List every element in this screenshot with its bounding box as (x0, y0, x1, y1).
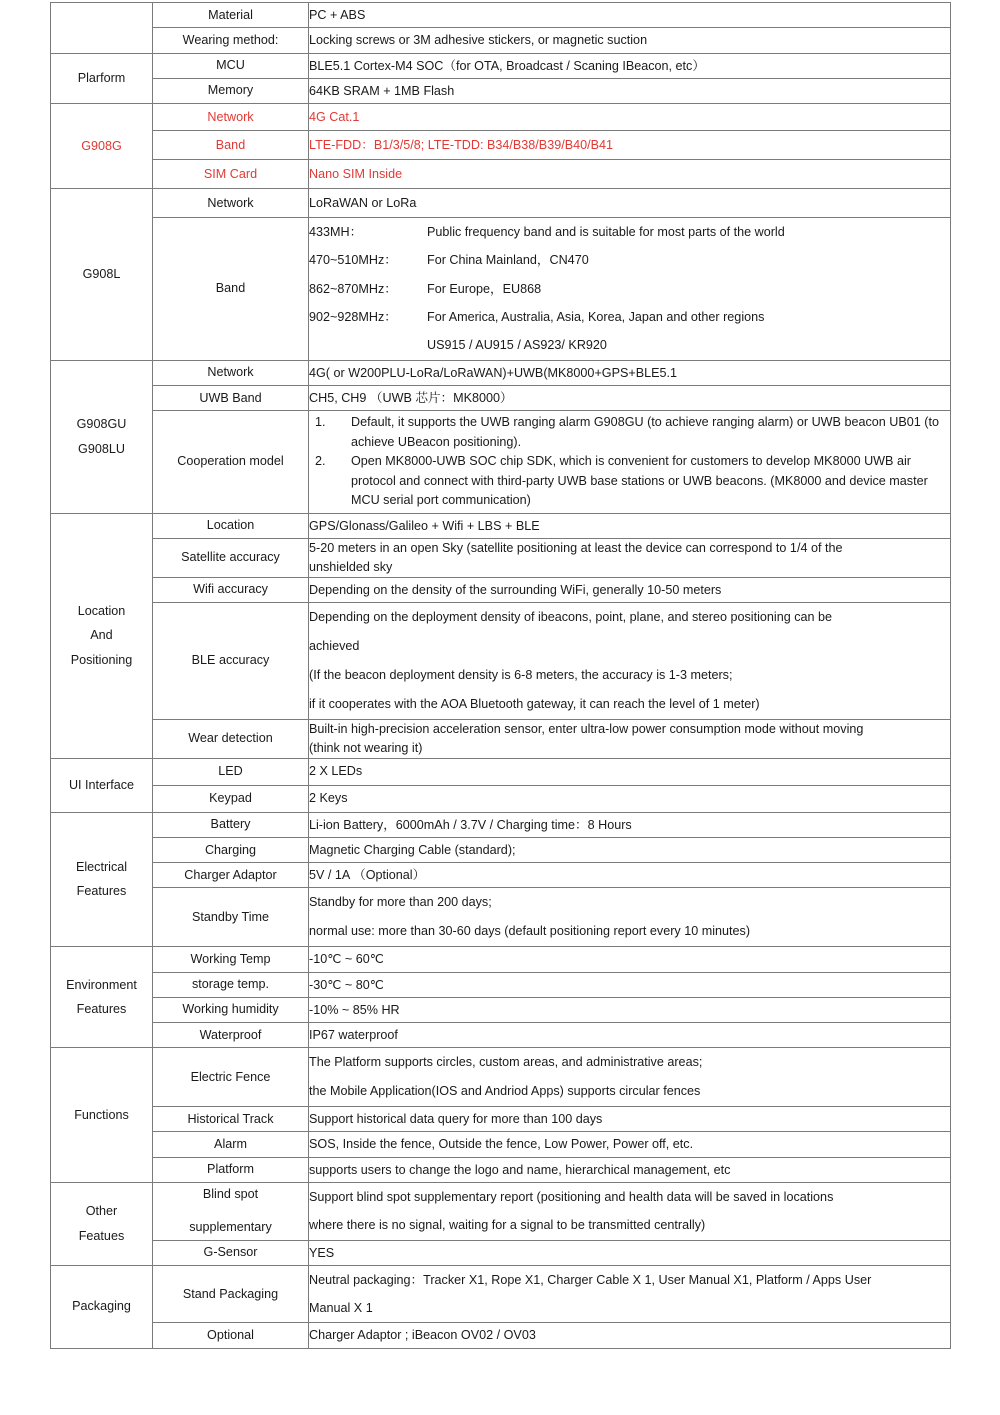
item-label: Wifi accuracy (153, 577, 309, 602)
item-label: Network (153, 360, 309, 385)
group-label-line: Features (76, 884, 127, 899)
group-label-line: Featues (78, 1228, 125, 1243)
table-row (51, 513, 951, 538)
group-label-g908g: G908G (51, 104, 153, 189)
value-cell (309, 1048, 951, 1107)
value-line: achieved (309, 638, 360, 653)
group-label-line: Location (77, 603, 126, 618)
value-cell: 2 Keys (309, 785, 951, 812)
item-label-line: supplementary (189, 1220, 272, 1235)
value-line: where there is no signal, waiting for a signal to be transmitted centrally) (309, 1218, 706, 1233)
item-label: Wearing method: (153, 28, 309, 53)
item-label: Charger Adaptor (153, 863, 309, 888)
table-row (51, 719, 951, 758)
value-cell: 5V / 1A （Optional） (309, 863, 951, 888)
group-label-functions: Functions (51, 1048, 153, 1183)
value-line: Neutral packaging：Tracker X1, Rope X1, Charger Cable X 1, User Manual X1, Platform / Apps User (309, 1272, 872, 1287)
band-line (309, 303, 950, 331)
group-label-ui-interface: UI Interface (51, 758, 153, 812)
group-label-other-featues (51, 1182, 153, 1265)
table-row (51, 863, 951, 888)
cooperation-model-cell (309, 411, 951, 514)
table-row (51, 1107, 951, 1132)
item-label: Battery (153, 812, 309, 837)
value-cell: 4G( or W200PLU-LoRa/LoRaWAN)+UWB(MK8000+GPS+BLE5.1 (309, 360, 951, 385)
value-cell (309, 538, 951, 577)
group-label-electrical-features (51, 812, 153, 947)
value-cell: -10℃ ~ 60℃ (309, 947, 951, 972)
table-row (51, 785, 951, 812)
band-list-cell (309, 218, 951, 361)
table-row (51, 131, 951, 160)
group-label-location-positioning (51, 513, 153, 758)
value-line: 5-20 meters in an open Sky (satellite positioning at least the device can correspond to 1/4 of the (309, 540, 843, 555)
value-cell: LoRaWAN or LoRa (309, 189, 951, 218)
value-cell: -30℃ ~ 80℃ (309, 972, 951, 997)
value-cell: PC + ABS (309, 3, 951, 28)
value-cell: Charger Adaptor ; iBeacon OV02 / OV03 (309, 1323, 951, 1348)
value-cell: -10% ~ 85% HR (309, 997, 951, 1022)
item-label: Location (153, 513, 309, 538)
table-row (51, 218, 951, 361)
band-description: For America, Australia, Asia, Korea, Japan and other regions (427, 309, 765, 324)
item-label: Material (153, 3, 309, 28)
value-line: Built-in high-precision acceleration sensor, enter ultra-low power consumption mode without moving (309, 721, 864, 736)
group-label-g908gu-lu (51, 360, 153, 513)
table-row (51, 28, 951, 53)
band-description: Public frequency band and is suitable for most parts of the world (427, 225, 785, 239)
value-line: unshielded sky (309, 559, 393, 574)
table-row (51, 1265, 951, 1323)
item-label: Alarm (153, 1132, 309, 1157)
group-label-plarform: Plarform (51, 53, 153, 104)
table-row (51, 1182, 951, 1240)
group-label-environment-features (51, 947, 153, 1048)
band-line (309, 218, 950, 246)
list-item: Default, it supports the UWB ranging alarm G908GU (to achieve ranging alarm) or UWB beacon UB01 (to achieve UBeacon positioning). (351, 415, 939, 449)
value-cell (309, 719, 951, 758)
value-cell (309, 1182, 951, 1240)
specification-table (50, 2, 951, 1349)
value-line: Manual X 1 (309, 1301, 373, 1316)
value-line: Standby for more than 200 days; (309, 895, 492, 910)
value-cell: Li-ion Battery，6000mAh / 3.7V / Charging time：8 Hours (309, 812, 951, 837)
value-cell: Support historical data query for more than 100 days (309, 1107, 951, 1132)
value-cell: 2 X LEDs (309, 758, 951, 785)
table-row (51, 1157, 951, 1182)
value-cell: GPS/Glonass/Galileo + Wifi + LBS + BLE (309, 513, 951, 538)
band-frequency: 433MH： (309, 225, 363, 239)
item-label: Working Temp (153, 947, 309, 972)
table-row (51, 1023, 951, 1048)
band-frequency: 902~928MHz： (309, 309, 397, 324)
item-label: storage temp. (153, 972, 309, 997)
table-row (51, 1132, 951, 1157)
value-line: the Mobile Application(IOS and Andriod Apps) supports circular fences (309, 1084, 701, 1099)
band-line (309, 275, 950, 303)
value-cell: supports users to change the logo and name, hierarchical management, etc (309, 1157, 951, 1182)
spec-table-body (51, 3, 951, 1349)
item-label: Waterproof (153, 1023, 309, 1048)
value-cell: Nano SIM Inside (309, 160, 951, 189)
item-label: Historical Track (153, 1107, 309, 1132)
table-row (51, 104, 951, 131)
value-cell (309, 1265, 951, 1323)
group-label-line: Features (76, 1002, 127, 1017)
item-label: Standby Time (153, 888, 309, 947)
group-label-line: And (90, 628, 113, 643)
group-label-packaging: Packaging (51, 1265, 153, 1348)
item-label: Band (153, 131, 309, 160)
group-label-line: G908GU (76, 417, 127, 432)
group-cell-blank (51, 3, 153, 54)
table-row (51, 603, 951, 720)
value-line: Support blind spot supplementary report (positioning and health data will be saved in locations (309, 1189, 834, 1204)
item-label: Band (153, 218, 309, 361)
table-row (51, 758, 951, 785)
value-cell: Locking screws or 3M adhesive stickers, or magnetic suction (309, 28, 951, 53)
band-list (309, 218, 950, 360)
value-cell: BLE5.1 Cortex-M4 SOC（for OTA, Broadcast / Scaning IBeacon, etc） (309, 53, 951, 78)
table-row (51, 538, 951, 577)
table-row (51, 997, 951, 1022)
cooperation-list (309, 413, 950, 511)
table-row (51, 3, 951, 28)
value-line: (If the beacon deployment density is 6-8 meters, the accuracy is 1-3 meters; (309, 667, 733, 682)
table-row (51, 411, 951, 514)
group-label-g908l: G908L (51, 189, 153, 361)
table-row (51, 1323, 951, 1348)
value-line: (think not wearing it) (309, 740, 423, 755)
value-line: normal use: more than 30-60 days (default positioning report every 10 minutes) (309, 924, 751, 939)
band-frequency: 470~510MHz： (309, 253, 397, 268)
item-label: BLE accuracy (153, 603, 309, 720)
table-row (51, 972, 951, 997)
item-label: Working humidity (153, 997, 309, 1022)
table-row (51, 947, 951, 972)
value-line: Depending on the deployment density of ibeacons, point, plane, and stereo positioning can be (309, 610, 833, 624)
item-label: Charging (153, 837, 309, 862)
value-cell: Depending on the density of the surrounding WiFi, generally 10-50 meters (309, 577, 951, 602)
table-row (51, 385, 951, 410)
table-row (51, 53, 951, 78)
item-label: Stand Packaging (153, 1265, 309, 1323)
value-cell (309, 603, 951, 720)
table-row (51, 888, 951, 947)
item-label-line: Blind spot (202, 1187, 259, 1202)
table-row (51, 360, 951, 385)
value-cell: Magnetic Charging Cable (standard); (309, 837, 951, 862)
value-cell: 64KB SRAM + 1MB Flash (309, 78, 951, 103)
item-label: SIM Card (153, 160, 309, 189)
group-label-line: G908LU (78, 441, 125, 456)
table-row (51, 78, 951, 103)
value-cell: 4G Cat.1 (309, 104, 951, 131)
item-label: LED (153, 758, 309, 785)
table-row (51, 812, 951, 837)
value-cell: YES (309, 1240, 951, 1265)
value-line: if it cooperates with the AOA Bluetooth gateway, it can reach the level of 1 meter) (309, 696, 760, 711)
value-cell: LTE-FDD：B1/3/5/8; LTE-TDD: B34/B38/B39/B40/B41 (309, 131, 951, 160)
list-item: Open MK8000-UWB SOC chip SDK, which is convenient for customers to develop MK8000 UWB air protocol and connect with third-party UWB base stations or UWB beacons. (MK8000 and device master MCU serial port communication) (351, 454, 928, 508)
table-row (51, 1240, 951, 1265)
item-label-blind-spot (153, 1182, 309, 1240)
group-label-line: Positioning (70, 652, 133, 667)
item-label: Electric Fence (153, 1048, 309, 1107)
item-label: UWB Band (153, 385, 309, 410)
item-label: Network (153, 189, 309, 218)
item-label: Platform (153, 1157, 309, 1182)
table-row (51, 160, 951, 189)
item-label: Wear detection (153, 719, 309, 758)
item-label: Cooperation model (153, 411, 309, 514)
item-label: Optional (153, 1323, 309, 1348)
table-row (51, 577, 951, 602)
table-row (51, 189, 951, 218)
band-frequency: 862~870MHz： (309, 281, 397, 296)
value-line: The Platform supports circles, custom areas, and administrative areas; (309, 1055, 703, 1070)
band-description: For China Mainland，CN470 (427, 253, 589, 268)
item-label: MCU (153, 53, 309, 78)
item-label: Keypad (153, 785, 309, 812)
value-cell: SOS, Inside the fence, Outside the fence, Low Power, Power off, etc. (309, 1132, 951, 1157)
value-cell (309, 888, 951, 947)
band-line (309, 246, 950, 274)
item-label: G-Sensor (153, 1240, 309, 1265)
band-description: For Europe，EU868 (427, 281, 542, 296)
item-label: Network (153, 104, 309, 131)
group-label-line: Environment (66, 977, 137, 992)
item-label: Satellite accuracy (153, 538, 309, 577)
value-cell: CH5, CH9 （UWB 芯片：MK8000） (309, 385, 951, 410)
group-label-line: Other (85, 1204, 118, 1219)
table-row (51, 837, 951, 862)
band-sub-line: US915 / AU915 / AS923/ KR920 (427, 338, 607, 353)
item-label: Memory (153, 78, 309, 103)
table-row (51, 1048, 951, 1107)
value-cell: IP67 waterproof (309, 1023, 951, 1048)
group-label-line: Electrical (75, 859, 128, 874)
